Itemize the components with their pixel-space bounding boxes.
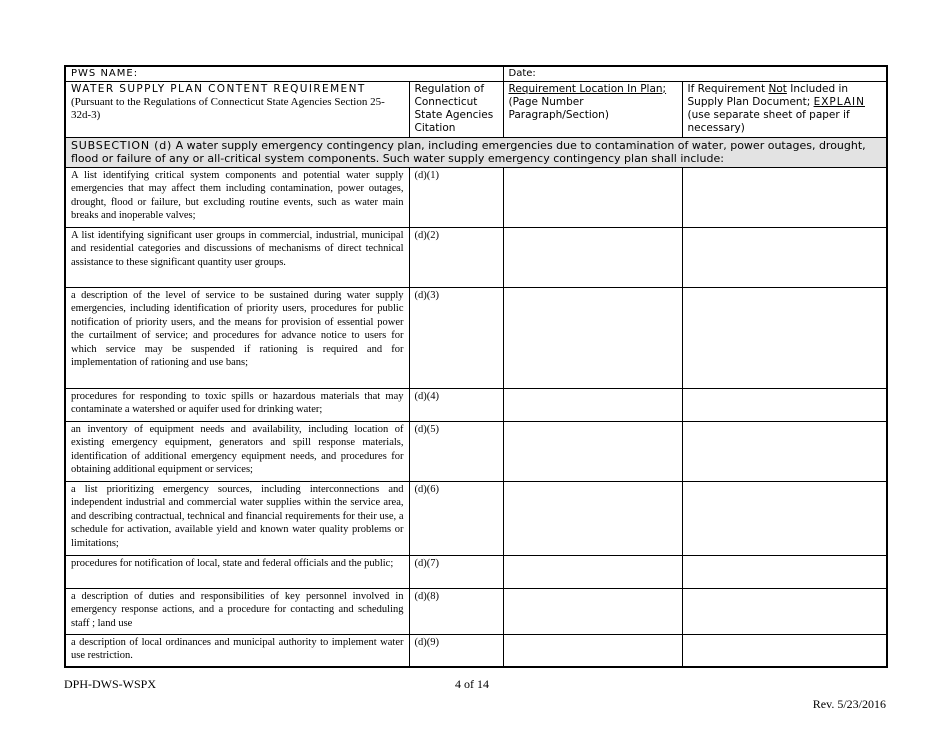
location-input-cell[interactable] [503, 167, 682, 227]
table-row [65, 421, 887, 481]
requirement-citation: (d)(6) [409, 481, 503, 555]
requirement-description: procedures for notification of local, state and federal officials and the public; [65, 555, 409, 588]
location-input-cell[interactable] [503, 481, 682, 555]
explain-input-cell[interactable] [682, 227, 887, 287]
requirement-description: a list prioritizing emergency sources, including interconnections and independent industrial and commercial water supplies within the service area, and describing contractual, technical and financial requirements for their use, a schedule for activation, available yield and known water quality problems or limitations; [65, 481, 409, 555]
requirement-description: an inventory of equipment needs and availability, including location of existing emergency equipment, generators and spill response materials, identification of additional emergency equipment needs, and procedures for obtaining additional equipment or services; [65, 421, 409, 481]
requirement-citation: (d)(5) [409, 421, 503, 481]
location-header-sub: (Page Number Paragraph/Section) [508, 95, 609, 121]
column-header-row [65, 81, 887, 137]
explain-header [682, 81, 887, 137]
requirement-citation: (d)(4) [409, 388, 503, 421]
revision-date: Rev. 5/23/2016 [812, 697, 886, 711]
requirement-citation: (d)(2) [409, 227, 503, 287]
requirement-description: A list identifying critical system components and potential water supply emergencies that may affect them including contamination, power outages, drought, flood or failure, but excluding routine events, such as water main breaks and inoperable valves; [65, 167, 409, 227]
regulation-header-text: Regulation of Connecticut State Agencies Citation [414, 82, 494, 134]
requirement-description: procedures for responding to toxic spills or hazardous materials that may contaminate a watershed or aquifer used for drinking water; [65, 388, 409, 421]
explain-input-cell[interactable] [682, 167, 887, 227]
location-header-main: Requirement Location In Plan; [508, 82, 667, 95]
location-input-cell[interactable] [503, 588, 682, 634]
explain-input-cell[interactable] [682, 634, 887, 667]
explain-word: EXPLAIN [813, 95, 865, 108]
table-row [65, 167, 887, 227]
requirement-description: a description of duties and responsibilities of key personnel involved in emergency response actions, and a procedure for contacting and scheduling staff ; land use [65, 588, 409, 634]
location-input-cell[interactable] [503, 287, 682, 388]
subsection-prefix: SUBSECTION (d) [71, 138, 173, 152]
table-row [65, 481, 887, 555]
location-input-cell[interactable] [503, 421, 682, 481]
explain-input-cell[interactable] [682, 555, 887, 588]
requirement-description: A list identifying significant user groups in commercial, industrial, municipal and residential categories and discussions of mechanisms of direct technical assistance to these significant quantity user groups. [65, 227, 409, 287]
requirement-citation: (d)(7) [409, 555, 503, 588]
content-requirement-title: WATER SUPPLY PLAN CONTENT REQUIREMENT [71, 82, 366, 95]
regulation-header [409, 81, 503, 137]
requirement-citation: (d)(3) [409, 287, 503, 388]
explain-input-cell[interactable] [682, 588, 887, 634]
pws-header-row [65, 66, 887, 81]
explain-input-cell[interactable] [682, 388, 887, 421]
table-row [65, 588, 887, 634]
explain-pre: If Requirement [687, 82, 769, 95]
explain-mid: Included in Supply Plan Document; [687, 82, 849, 108]
explain-input-cell[interactable] [682, 287, 887, 388]
table-row [65, 227, 887, 287]
content-requirement-header [65, 81, 409, 137]
requirement-citation: (d)(1) [409, 167, 503, 227]
location-input-cell[interactable] [503, 227, 682, 287]
requirement-description: a description of the level of service to be sustained during water supply emergencies, including identification of priority users, procedures for public notification of priority users, and the means for provision of essential power the curtailment of service; and procedures for advance notice to users for which service may be suspended if rationing is required and for implementation of rationing and use bans; [65, 287, 409, 388]
location-header [503, 81, 682, 137]
table-row [65, 634, 887, 667]
table-row [65, 287, 887, 388]
subsection-body: A water supply emergency contingency plan, including emergencies due to contamination of water, power outages, drought, flood or failure of any or all-critical system components. Such water supply emergency contingency plan shall include: [71, 138, 866, 165]
explain-input-cell[interactable] [682, 421, 887, 481]
table-row [65, 388, 887, 421]
table-row [65, 555, 887, 588]
pws-name-label: PWS NAME: [71, 68, 139, 79]
requirement-citation: (d)(9) [409, 634, 503, 667]
requirements-table [64, 65, 888, 668]
page-number: 4 of 14 [455, 677, 489, 691]
subsection-row [65, 137, 887, 167]
location-input-cell[interactable] [503, 634, 682, 667]
explain-input-cell[interactable] [682, 481, 887, 555]
form-id: DPH-DWS-WSPX [64, 677, 157, 691]
explain-sub: (use separate sheet of paper if necessary) [687, 108, 850, 134]
pws-name-field[interactable] [65, 66, 503, 81]
date-field[interactable] [503, 66, 887, 81]
explain-not: Not [768, 82, 787, 95]
location-input-cell[interactable] [503, 388, 682, 421]
subsection-text [65, 137, 887, 167]
location-input-cell[interactable] [503, 555, 682, 588]
content-requirement-sub: (Pursuant to the Regulations of Connecticut State Agencies Section 25-32d-3) [71, 95, 385, 121]
requirement-citation: (d)(8) [409, 588, 503, 634]
requirement-description: a description of local ordinances and municipal authority to implement water use restriction. [65, 634, 409, 667]
date-label: Date: [508, 68, 536, 79]
